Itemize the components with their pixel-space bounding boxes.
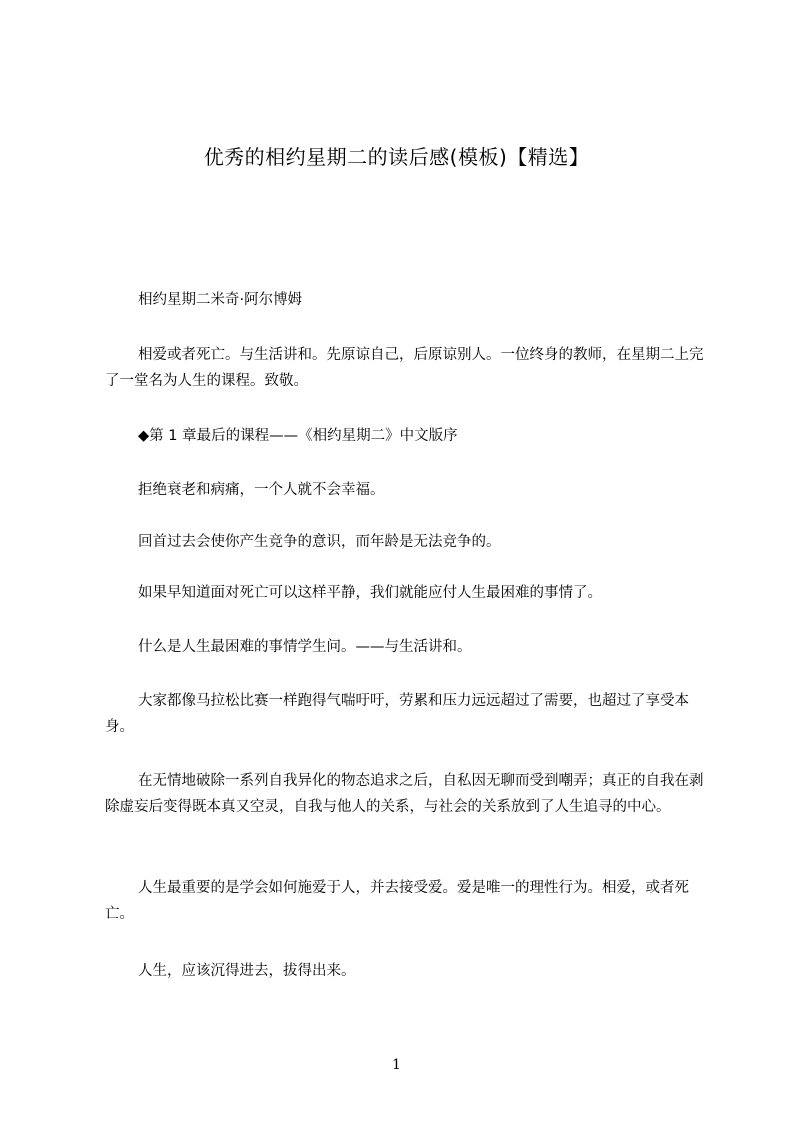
paragraph-1: 相约星期二米奇·阿尔博姆	[138, 292, 303, 308]
paragraph-8: 大家都像马拉松比赛一样跑得气喘吁吁，劳累和压力远远超过了需要，也超过了享受本身。	[105, 693, 689, 735]
paragraph-5: 回首过去会使你产生竞争的意识，而年龄是无法竞争的。	[138, 534, 501, 550]
paragraph-3: ◆第 1 章最后的课程——《相约星期二》中文版序	[138, 428, 458, 444]
paragraph-2: 相爱或者死亡。与生活讲和。先原谅自己，后原谅别人。一位终身的教师，在星期二上完了一堂名为人生的课程。致敬。	[105, 347, 704, 389]
paragraph-9: 在无情地破除一系列自我异化的物态追求之后，自私因无聊而受到嘲弄；真正的自我在剥除虚妄后变得既本真又空灵，自我与他人的关系，与社会的关系放到了人生追寻的中心。	[105, 773, 704, 815]
paragraph-6: 如果早知道面对死亡可以这样平静，我们就能应付人生最困难的事情了。	[138, 585, 602, 601]
paragraph-4: 拒绝衰老和病痛，一个人就不会幸福。	[138, 482, 385, 498]
paragraph-11: 人生，应该沉得进去，拔得出来。	[138, 963, 356, 979]
paragraph-7: 什么是人生最困难的事情学生问。——与生活讲和。	[138, 639, 472, 655]
page-number: 1	[392, 1057, 401, 1073]
paragraph-10: 人生最重要的是学会如何施爱于人，并去接受爱。爱是唯一的理性行为。相爱，或者死亡。	[105, 880, 689, 922]
document-title: 优秀的相约星期二的读后感(模板)【精选】	[203, 145, 590, 169]
